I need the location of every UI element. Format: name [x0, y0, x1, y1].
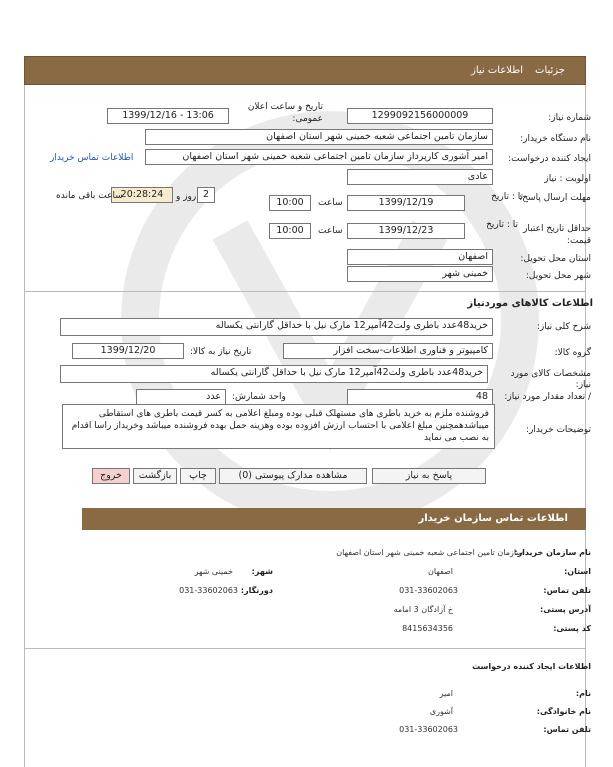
creator-first-name-value: امیر [439, 689, 453, 698]
city-label: شهر محل تحویل: [525, 271, 591, 281]
province-field: اصفهان [347, 249, 493, 265]
validity-date-field: 1399/12/23 [347, 223, 465, 239]
qty-label: / تعداد مقدار مورد نیاز: [504, 392, 591, 402]
requester-field: امیر آشوری کارپرداز سازمان تامین اجتماعی شعبه خمینی شهر استان اصفهان [145, 149, 493, 165]
remaining-label: ساعت باقی مانده [56, 191, 123, 201]
unit-field: عدد [136, 389, 226, 405]
goods-section-title: اطلاعات کالاهای موردنیاز [467, 298, 593, 309]
creator-phone-value: 031-33602063 [399, 725, 458, 734]
requester-label: ایجاد کننده درخواست: [508, 154, 591, 164]
contact-bar-title: اطلاعات تماس سازمان خریدار [418, 513, 568, 524]
contact-province-value: اصفهان [427, 567, 453, 576]
city-field: خمینی شهر [347, 266, 493, 282]
validity-until-label: تا : تاریخ [486, 220, 518, 230]
validity-label: حداقل تاریخ اعتبار قیمت: [523, 224, 591, 246]
tab-need-info[interactable]: اطلاعات نیاز [471, 65, 523, 76]
exit-button[interactable]: خروج [92, 468, 130, 484]
need-number-field: 1299092156000009 [347, 108, 493, 124]
contact-postal-value: 8415634356 [402, 624, 453, 633]
deadline-time-field: 10:00 [269, 195, 311, 211]
group-field: کامپیوتر و فناوری اطلاعات-سخت افزار [283, 343, 493, 359]
announce-label: تاریخ و ساعت اعلان عمومی: [247, 102, 323, 124]
remaining-time-field: 20:28:24 [111, 187, 173, 203]
creator-section-title: اطلاعات ایجاد کننده درخواست [472, 662, 591, 671]
header-bar [24, 56, 586, 85]
announce-field: 1399/12/16 - 13:06 [107, 108, 229, 124]
unit-label: واحد شمارش: [232, 392, 286, 402]
creator-first-name-label: نام: [575, 689, 591, 698]
org-name-value: سازمان تامین اجتماعی شعبه خمینی شهر استان اصفهان [336, 548, 523, 557]
buyer-org-label: نام دستگاه خریدار: [520, 134, 591, 144]
specs-label: مشخصات کالای مورد نیاز: [510, 369, 591, 390]
specs-field: خرید48عدد باطری ولت42آمپر12 مارک نیل با حداقل گارانتی یکساله [60, 365, 488, 383]
deadline-time-label: ساعت [318, 198, 343, 208]
notes-label: توضیحات خریدار: [525, 425, 591, 435]
creator-last-name-value: آشوری [429, 707, 453, 716]
deadline-label: مهلت ارسال پاسخ: [519, 193, 591, 203]
buyer-org-field: سازمان تامین اجتماعی شعبه خمینی شهر استان اصفهان [145, 129, 493, 145]
contact-phone-value: 031-33602063 [399, 586, 458, 595]
contact-fax-value: 031-33602063 [179, 586, 238, 595]
general-desc-label: شرح کلی نیاز: [536, 322, 591, 332]
validity-time-field: 10:00 [269, 223, 311, 239]
tab-details[interactable]: جزئیات [535, 65, 565, 76]
contact-separator [24, 648, 586, 649]
deadline-until-label: تا : تاریخ [491, 192, 523, 202]
contact-address-label: آدرس پستی: [540, 605, 591, 614]
contact-address-value: خ آزادگان 3 امامه [393, 605, 453, 614]
group-label: گروه کالا: [554, 348, 591, 358]
deadline-date-field: 1399/12/19 [347, 195, 465, 211]
buyer-contact-link[interactable]: اطلاعات تماس خریدار [50, 153, 134, 163]
province-label: استان محل تحویل: [520, 254, 591, 264]
general-desc-field: خرید48عدد باطری ولت42آمپر12 مارک نیل با حداقل گارانتی یکساله [60, 318, 493, 336]
attachments-button[interactable]: مشاهده مدارک پیوستی (0) [219, 468, 367, 484]
reply-button[interactable]: پاسخ به نیاز [372, 468, 486, 484]
creator-phone-label: تلفن تماس: [543, 725, 591, 734]
notes-field: فروشنده ملزم به خرید باطری های مستهلک قبلی بوده ومبلغ اعلامی به کسر قیمت باطری های استقاطی میباشدهمچنین مبلغ اعلامی با احتساب ارزش افزوده بوده وهزینه حمل بهده فروشنده میباشد وخریداز راسا اقدام به نصب می نماید [62, 404, 495, 449]
need-date-label: تاریخ نیاز به کالا: [190, 347, 252, 357]
contact-city-label: شهر: [251, 567, 273, 576]
contact-bar [82, 508, 586, 530]
days-label: روز و [176, 192, 197, 202]
contact-fax-label: دورنگار: [240, 586, 273, 595]
org-name-label: نام سازمان خریدار: [514, 548, 591, 557]
print-button[interactable]: چاپ [180, 468, 216, 484]
creator-last-name-label: نام خانوادگی: [536, 707, 591, 716]
contact-phone-label: تلفن تماس: [543, 586, 591, 595]
need-date-field: 1399/12/20 [72, 343, 184, 359]
validity-time-label: ساعت [318, 226, 343, 236]
contact-province-label: استان: [564, 567, 591, 576]
need-number-label: شماره نیاز: [548, 113, 591, 123]
back-button[interactable]: بازگشت [133, 468, 177, 484]
priority-field: عادی [347, 169, 493, 185]
priority-label: اولویت : نیاز [544, 174, 591, 184]
contact-postal-label: کد پستی: [553, 624, 591, 633]
qty-field: 48 [347, 389, 493, 405]
contact-city-value: خمینی شهر [194, 567, 233, 576]
separator [24, 291, 586, 292]
remaining-days-field: 2 [197, 187, 215, 203]
